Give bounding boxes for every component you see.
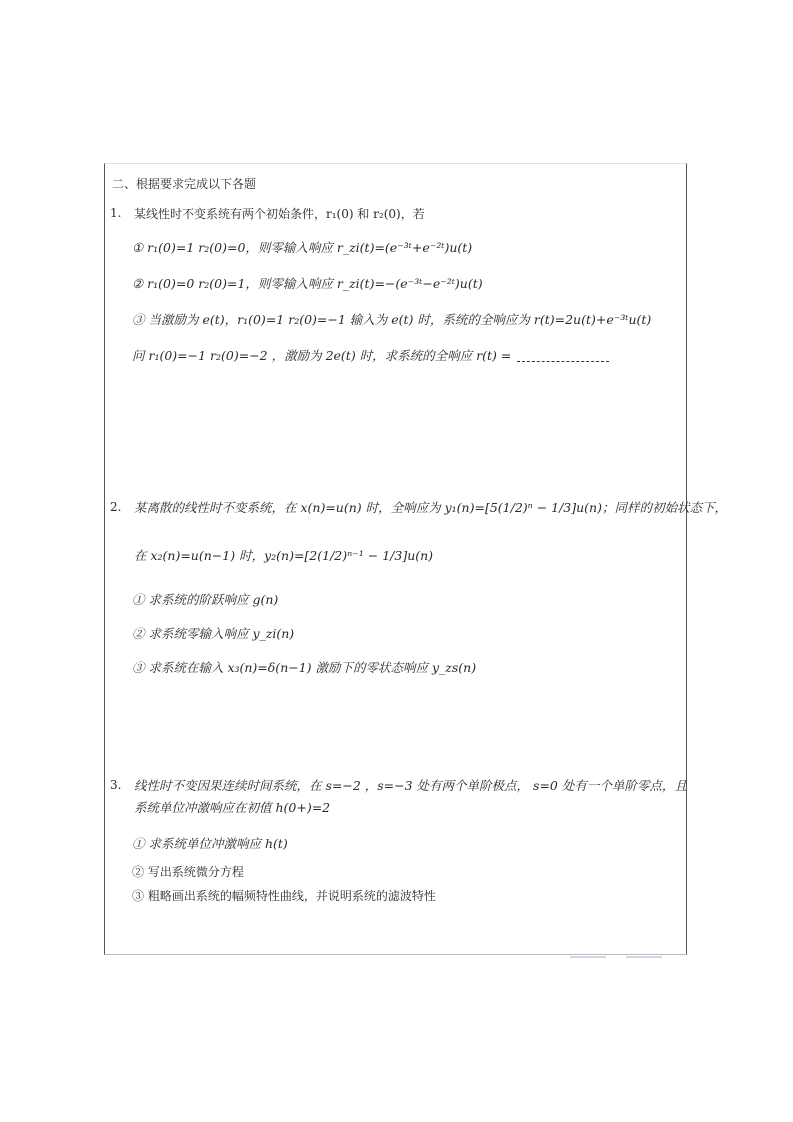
q2-number: 2. bbox=[110, 500, 122, 514]
q2-item-3: ③ 求系统在输入 x₃(n)=δ(n−1) 激励下的零状态响应 y_zs(n) bbox=[132, 660, 477, 675]
q3-item-3: ③ 粗略画出系统的幅频特性曲线，并说明系统的滤波特性 bbox=[132, 889, 436, 903]
q3-item-2: ② 写出系统微分方程 bbox=[132, 865, 244, 879]
q3-line-2: 系统单位冲激响应在初值 h(0+)=2 bbox=[134, 800, 331, 815]
q2-line-2: 在 x₂(n)=u(n−1) 时，y₂(n)=[2(1/2)ⁿ⁻¹ − 1/3]u(n) bbox=[134, 548, 434, 563]
q1-intro: 某线性时不变系统有两个初始条件，r₁(0) 和 r₂(0)，若 bbox=[134, 207, 425, 221]
q1-item-3: ③ 当激励为 e(t)，r₁(0)=1 r₂(0)=−1 输入为 e(t) 时，系统的全响应为 r(t)=2u(t)+e⁻³ᵗu(t) bbox=[132, 312, 652, 327]
q1-number: 1. bbox=[110, 206, 122, 220]
q1-question-text: 问 r₁(0)=−1 r₂(0)=−2 ，激励为 2e(t) 时，求系统的全响应 r(t) = bbox=[132, 348, 512, 363]
answer-blank bbox=[517, 351, 609, 362]
q2-line-1: 某离散的线性时不变系统，在 x(n)=u(n) 时，全响应为 y₁(n)=[5(1/2)ⁿ − 1/3]u(n)；同样的初始状态下， bbox=[134, 500, 727, 515]
footer-mark bbox=[626, 956, 662, 958]
q1-item-1: ① r₁(0)=1 r₂(0)=0，则零输入响应 r_zi(t)=(e⁻³ᵗ+e⁻²ᵗ)u(t) bbox=[132, 240, 473, 255]
q3-number: 3. bbox=[110, 778, 122, 792]
q1-item-2: ② r₁(0)=0 r₂(0)=1，则零输入响应 r_zi(t)=−(e⁻³ᵗ−e⁻²ᵗ)u(t) bbox=[132, 276, 483, 291]
q2-item-1: ① 求系统的阶跃响应 g(n) bbox=[132, 592, 279, 607]
section-title: 二、根据要求完成以下各题 bbox=[112, 177, 257, 191]
q3-item-1: ① 求系统单位冲激响应 h(t) bbox=[132, 836, 288, 851]
q2-item-2: ② 求系统零输入响应 y_zi(n) bbox=[132, 626, 295, 641]
q1-question bbox=[132, 348, 609, 364]
footer-mark bbox=[570, 956, 606, 958]
q3-line-1: 线性时不变因果连续时间系统，在 s=−2 ，s=−3 处有两个单阶极点， s=0 处有一个单阶零点，且 bbox=[134, 778, 687, 793]
